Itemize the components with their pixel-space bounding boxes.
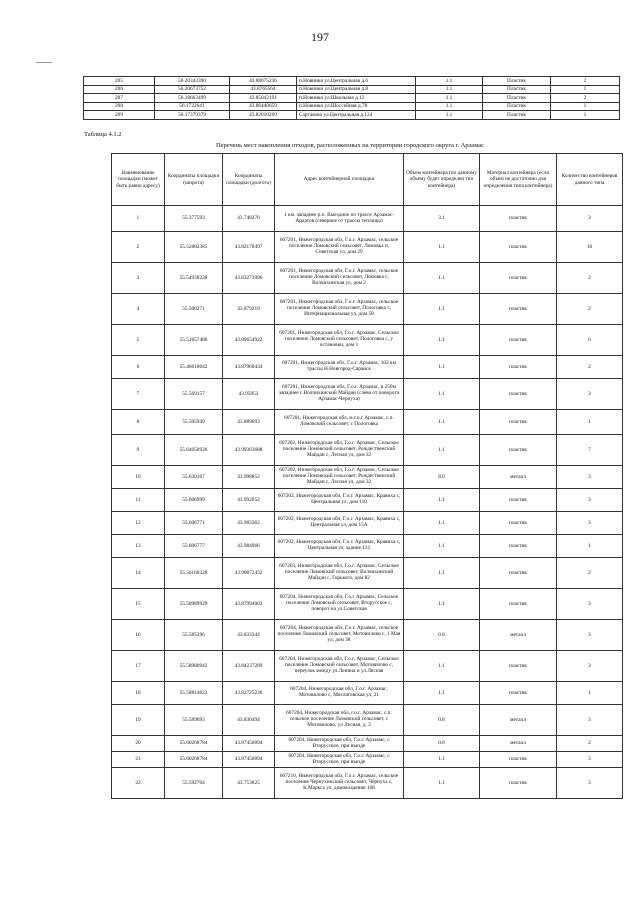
- cell-address: 607204, Нижегородская обл, г.о.г. Арзамас, с.п. сельское поселение Ломовский сельсовет, с Мотовилово, ул Лесная, д. 3: [275, 705, 404, 736]
- cell-address: Сартаково ул.Центральная д.124: [297, 111, 416, 120]
- header-address: Адрес контейнерной площадки: [275, 154, 404, 206]
- cell-address: 607203, Нижегородская обл, Г.о.г. Арзамас, Сельское поселение Ломовский сельсовет, Волчихинский Майдан с, Горького, дом 82: [275, 558, 404, 589]
- cell-lat: 55.606777: [165, 535, 223, 558]
- cell-address: 1 км. западнее р.п. Выездное по трассе Арзамас- Ардатов (севернее от трассы теплицы): [275, 206, 404, 232]
- cell-lat: 55.585396: [165, 620, 223, 651]
- table-row: [112, 682, 623, 705]
- cell-lon: 43.8765564: [230, 85, 297, 94]
- cell-material: металл: [480, 705, 557, 736]
- header-volume: Объем контейнера (по данному объему будет определен тип контейнера): [404, 154, 480, 206]
- table-row: [112, 736, 623, 752]
- cell-lon: 43.889693: [223, 410, 275, 435]
- cell-material: пластик: [480, 356, 557, 379]
- cell-n: 206: [84, 85, 155, 94]
- cell-volume: 1.1: [404, 535, 480, 558]
- cell-lat: 55.54930238: [165, 263, 223, 294]
- cell-lon: 43.87456894: [223, 736, 275, 752]
- cell-material: металл: [480, 736, 557, 752]
- continued-table: [83, 76, 620, 120]
- cell-lat: 56.17379379: [155, 111, 230, 120]
- cell-volume: 1.1: [404, 768, 480, 799]
- cell-n: 9: [112, 435, 165, 466]
- cell-n: 16: [112, 620, 165, 651]
- cell-lon: 43.86440659: [230, 102, 297, 111]
- table-row: [112, 294, 623, 325]
- cell-lon: 43.88075236: [230, 77, 297, 86]
- cell-material: пластик: [480, 294, 557, 325]
- table-row: [112, 410, 623, 435]
- cell-address: 607201, Нижегородская обл, Г.о.г. Арзамас, сельское поселение Ломовский сельсовет, Ломовка с, Волчихинская ул, дом 2: [275, 263, 404, 294]
- cell-count: 2: [551, 94, 620, 103]
- cell-address: п.Новинки ул.Центральная д.8: [297, 85, 416, 94]
- cell-material: Пластик: [483, 77, 551, 86]
- cell-lon: 43.753825: [223, 768, 275, 799]
- cell-count: 3: [557, 489, 623, 512]
- cell-count: 3: [557, 379, 623, 410]
- table-row: [112, 620, 623, 651]
- cell-lat: 55.56160328: [165, 558, 223, 589]
- cell-n: 1: [112, 206, 165, 232]
- cell-count: 3: [557, 705, 623, 736]
- cell-n: 14: [112, 558, 165, 589]
- cell-material: пластик: [480, 768, 557, 799]
- cell-count: 1: [551, 102, 620, 111]
- table-row: [112, 232, 623, 263]
- cell-material: пластик: [480, 263, 557, 294]
- cell-volume: 0.8: [404, 736, 480, 752]
- header-lon: Координаты площадки (долгота): [223, 154, 275, 206]
- cell-n: 207: [84, 94, 155, 103]
- cell-lat: 55.589693: [165, 705, 223, 736]
- cell-address: 607204, Нижегородская обл, Г.о.г. Арзамас, с Вторусское, при въезде: [275, 736, 404, 752]
- cell-lat: 55.606999: [165, 489, 223, 512]
- cell-count: 3: [557, 620, 623, 651]
- cell-n: 13: [112, 535, 165, 558]
- cell-lon: 43.998852: [223, 466, 275, 489]
- table-header-row: [112, 154, 623, 206]
- cell-volume: 1.1: [404, 752, 480, 768]
- cell-material: пластик: [480, 558, 557, 589]
- table-row: [112, 705, 623, 736]
- cell-count: 6: [557, 325, 623, 356]
- cell-lon: 43.95953: [223, 379, 275, 410]
- cell-lat: 55.505949: [165, 410, 223, 435]
- cell-n: 4: [112, 294, 165, 325]
- cell-address: п.Новинки ул.Школьная д.12: [297, 94, 416, 103]
- cell-lon: 43.85042191: [230, 94, 297, 103]
- cell-lat: 55.50989929: [165, 589, 223, 620]
- cell-volume: 1.1: [404, 379, 480, 410]
- cell-lat: 55.377593: [165, 206, 223, 232]
- cell-volume: 1.1: [404, 435, 480, 466]
- cell-volume: 1.1: [416, 102, 483, 111]
- cell-n: 11: [112, 489, 165, 512]
- cell-address: 607202, Нижегородская обл, Г.о.г. Арзамас, Кравиха с, Центральная ул, дом 15А: [275, 512, 404, 535]
- cell-lat: 56.20343390: [155, 77, 230, 86]
- cell-volume: 1.1: [404, 410, 480, 435]
- margin-mark: [36, 62, 52, 63]
- table-row: [112, 589, 623, 620]
- cell-volume: 0.8: [404, 620, 480, 651]
- cell-address: 607204, Нижегородская обл, Г.о.г Арзамас, Сельское поселение Ломовский сельсовет, Вторусское с, поворот на ул.Советская: [275, 589, 404, 620]
- cell-material: пластик: [480, 435, 557, 466]
- table-row: [112, 512, 623, 535]
- cell-volume: 8.0: [404, 466, 480, 489]
- cell-address: 607204, Нижегородская обл, Г.о.г. Арзамас, Мотовилово с, Мохлатовская ул, 21: [275, 682, 404, 705]
- cell-lat: 55.51657486: [165, 325, 223, 356]
- cell-n: 17: [112, 651, 165, 682]
- cell-volume: 0.8: [404, 705, 480, 736]
- table-row: [112, 263, 623, 294]
- cell-lat: 55.606771: [165, 512, 223, 535]
- cell-material: пластик: [480, 410, 557, 435]
- cell-material: пластик: [480, 535, 557, 558]
- cell-material: Пластик: [483, 102, 551, 111]
- table-row: [112, 379, 623, 410]
- cell-address: 607201, Нижегородская обл, Г.о.г. Арзамас, сельское поселение Ломовский сельсовет, Ломовка п, Советская ул, дом 29: [275, 232, 404, 263]
- cell-lon: 43.992052: [223, 489, 275, 512]
- cell-count: 2: [557, 294, 623, 325]
- cell-volume: 1.1: [416, 77, 483, 86]
- cell-material: пластик: [480, 651, 557, 682]
- cell-material: Пластик: [483, 94, 551, 103]
- cell-lon: 43.830494: [223, 705, 275, 736]
- cell-lon: 43.83273096: [223, 263, 275, 294]
- cell-lon: 43.87960434: [223, 356, 275, 379]
- cell-n: 208: [84, 102, 155, 111]
- cell-count: 2: [557, 558, 623, 589]
- cell-n: 7: [112, 379, 165, 410]
- cell-n: 12: [112, 512, 165, 535]
- page-number: 197: [311, 30, 329, 44]
- cell-count: 2: [551, 77, 620, 86]
- cell-n: 3: [112, 263, 165, 294]
- cell-material: пластик: [480, 489, 557, 512]
- table-row: [112, 558, 623, 589]
- cell-volume: 1.1: [416, 85, 483, 94]
- cell-count: 3: [557, 752, 623, 768]
- waste-sites-table: [111, 153, 623, 799]
- cell-n: 5: [112, 325, 165, 356]
- header-count: Количество контейнеров данного типа: [557, 154, 623, 206]
- cell-n: 8: [112, 410, 165, 435]
- table-row: [112, 435, 623, 466]
- table-caption: Таблица 4.1.2: [84, 131, 122, 138]
- cell-lon: 43.879219: [223, 294, 275, 325]
- cell-count: 1: [557, 410, 623, 435]
- cell-volume: 1.1: [416, 94, 483, 103]
- cell-volume: 1.1: [404, 489, 480, 512]
- table-row: [112, 466, 623, 489]
- cell-address: 607204, Нижегородская обл, Г.о.г. Арзамас, с Вторусское, при въезде: [275, 752, 404, 768]
- cell-address: 607210, Нижегородская обл, Г.о.г. Арзамас, сельское поселение Чернухинский сельсовет, Чернуха с, К.Маркса ул, домовладение 108: [275, 768, 404, 799]
- table-row: [84, 102, 620, 111]
- cell-lat: 55.60268784: [165, 752, 223, 768]
- cell-address: 607202, Нижегородская обл, Г.о.г. Арзамас, Сельское поселение Ломовский сельсовет, Рождественский Майдан с, Лесная ул, дом 32: [275, 435, 404, 466]
- cell-lon: 43.82178497: [223, 232, 275, 263]
- cell-n: 21: [112, 752, 165, 768]
- cell-count: 2: [557, 356, 623, 379]
- cell-lon: 43.87456894: [223, 752, 275, 768]
- cell-lat: 56.18663499: [155, 94, 230, 103]
- table-row: [112, 206, 623, 232]
- cell-lon: 43.90872432: [223, 558, 275, 589]
- cell-lon: 43.82725236: [223, 682, 275, 705]
- cell-address: 607201, Нижегородская обл, м.г.о.г Арзамас, с.п. Ломовский сельсовет, с Пологовка: [275, 410, 404, 435]
- cell-material: пластик: [480, 232, 557, 263]
- cell-n: 2: [112, 232, 165, 263]
- cell-volume: 3.1: [404, 206, 480, 232]
- table-row: [112, 489, 623, 512]
- table-row: [112, 651, 623, 682]
- cell-material: пластик: [480, 752, 557, 768]
- cell-n: 18: [112, 682, 165, 705]
- cell-volume: 1.1: [404, 682, 480, 705]
- table-row: [84, 111, 620, 120]
- table-title: Перечень мест накопления отходов, расположенных на территории городского округа г. Арзамас: [215, 142, 485, 149]
- cell-lat: 55.58814623: [165, 682, 223, 705]
- cell-address: 607201, Нижегородская обл, Г.о.г. Арзамас, Сельское поселение Ломовский сельсовет, Пологовка с, у остановки, дом 1: [275, 325, 404, 356]
- cell-address: 607202, Нижегородская обл, Г.о.г. Арзамас, Кравиха с, Центральная ул, дом 110: [275, 489, 404, 512]
- cell-material: металл: [480, 620, 557, 651]
- cell-volume: 1.1: [404, 651, 480, 682]
- table-row: [112, 768, 623, 799]
- cell-lat: 55.52882385: [165, 232, 223, 263]
- cell-n: 6: [112, 356, 165, 379]
- cell-address: 607201, Нижегородская обл, Г.о.г. Арзамас, в 250м западнее с.Волчихинский Майдан (слева от поворота Арзамас-Чернуха): [275, 379, 404, 410]
- cell-n: 205: [84, 77, 155, 86]
- cell-lon: 43.983362: [223, 512, 275, 535]
- cell-material: пластик: [480, 589, 557, 620]
- cell-lon: 43.84237289: [223, 651, 275, 682]
- cell-address: 607204, Нижегородская обл, Г.о.г. Арзамас, сельское поселение Ломовский сельсовет, Мотовилово с, 1 Мая ул, дом 38: [275, 620, 404, 651]
- cell-material: металл: [480, 466, 557, 489]
- cell-lat: 55.58980942: [165, 651, 223, 682]
- cell-address: п.Новинки ул.Центральная д.6: [297, 77, 416, 86]
- cell-lon: 43.748276: [223, 206, 275, 232]
- cell-lat: 55.46610642: [165, 356, 223, 379]
- cell-material: пластик: [480, 512, 557, 535]
- cell-lat: 55.64050926: [165, 435, 223, 466]
- table-row: [112, 752, 623, 768]
- cell-lon: 43.984966: [223, 535, 275, 558]
- table-row: [112, 356, 623, 379]
- header-material: Материал контейнера (если объем не достаточно для определения типа контейнера): [480, 154, 557, 206]
- cell-count: 1: [551, 111, 620, 120]
- cell-lon: 43.82010269: [230, 111, 297, 120]
- cell-lat: 56.20673752: [155, 85, 230, 94]
- cell-volume: 1.1: [404, 356, 480, 379]
- cell-n: 20: [112, 736, 165, 752]
- cell-material: пластик: [480, 379, 557, 410]
- cell-lon: 43.833344: [223, 620, 275, 651]
- cell-count: 3: [557, 206, 623, 232]
- cell-count: 3: [557, 651, 623, 682]
- header-name: Наименование площадки (может быть равно адресу): [112, 154, 165, 206]
- cell-lat: 55.569157: [165, 379, 223, 410]
- cell-volume: 1.1: [404, 512, 480, 535]
- cell-count: 3: [557, 512, 623, 535]
- cell-volume: 1.1: [404, 325, 480, 356]
- cell-n: 22: [112, 768, 165, 799]
- table-row: [112, 325, 623, 356]
- cell-address: 607204, Нижегородская обл, Г.о.г. Арзамас, Сельское поселение Ломовский сельсовет, Мотовилово с, переулок между ул.Ленина и ул.Лесная: [275, 651, 404, 682]
- cell-lat: 55.60268784: [165, 736, 223, 752]
- cell-material: пластик: [480, 325, 557, 356]
- cell-volume: 1.1: [416, 111, 483, 120]
- cell-lat: 55.592704: [165, 768, 223, 799]
- cell-count: 7: [557, 435, 623, 466]
- cell-n: 15: [112, 589, 165, 620]
- cell-material: Пластик: [483, 85, 551, 94]
- cell-lat: 55.500271: [165, 294, 223, 325]
- cell-volume: 1.1: [404, 294, 480, 325]
- cell-count: 1: [557, 535, 623, 558]
- cell-lon: 43.89654922: [223, 325, 275, 356]
- cell-count: 10: [557, 232, 623, 263]
- cell-volume: 1.1: [404, 232, 480, 263]
- header-lat: Координаты площадки (широта): [165, 154, 223, 206]
- cell-n: 19: [112, 705, 165, 736]
- cell-material: пластик: [480, 206, 557, 232]
- cell-count: 1: [557, 682, 623, 705]
- cell-n: 209: [84, 111, 155, 120]
- table-row: [112, 535, 623, 558]
- cell-address: п.Новинки ул.Шоссейная д.78: [297, 102, 416, 111]
- cell-volume: 1.1: [404, 558, 480, 589]
- table-row: [84, 77, 620, 86]
- cell-lat: 55.630167: [165, 466, 223, 489]
- cell-lon: 43.87994003: [223, 589, 275, 620]
- cell-volume: 1.1: [404, 589, 480, 620]
- cell-volume: 1.1: [404, 263, 480, 294]
- cell-count: 3: [557, 768, 623, 799]
- cell-count: 2: [557, 736, 623, 752]
- cell-lat: 56.1722641: [155, 102, 230, 111]
- cell-count: 3: [557, 589, 623, 620]
- cell-material: пластик: [480, 682, 557, 705]
- cell-address: 607202, Нижегородская обл, Г.о.г. Арзамас, Сельское поселение Ломовский сельсовет, Рождественский Майдан с, Лесная ул, дом 32: [275, 466, 404, 489]
- cell-lon: 43.99363688: [223, 435, 275, 466]
- cell-address: 607201, Нижегородская обл, Г.о.г. Арзамас, сельское поселение Ломовский сельсовет, Пологовка с, Интернациональная ул, дом 58: [275, 294, 404, 325]
- table-row: [84, 85, 620, 94]
- cell-address: 607202, Нижегородская обл, Г.о.г. Арзамас, Кравиха с, Центральная ул, здание 131: [275, 535, 404, 558]
- cell-n: 10: [112, 466, 165, 489]
- cell-material: Пластик: [483, 111, 551, 120]
- table-row: [84, 94, 620, 103]
- cell-count: 2: [557, 263, 623, 294]
- cell-count: 3: [557, 466, 623, 489]
- cell-address: 607201, Нижегородская обл, Г.о.г. Арзамас, 102 км трассы Н.Новгород-Саранск: [275, 356, 404, 379]
- cell-count: 1: [551, 85, 620, 94]
